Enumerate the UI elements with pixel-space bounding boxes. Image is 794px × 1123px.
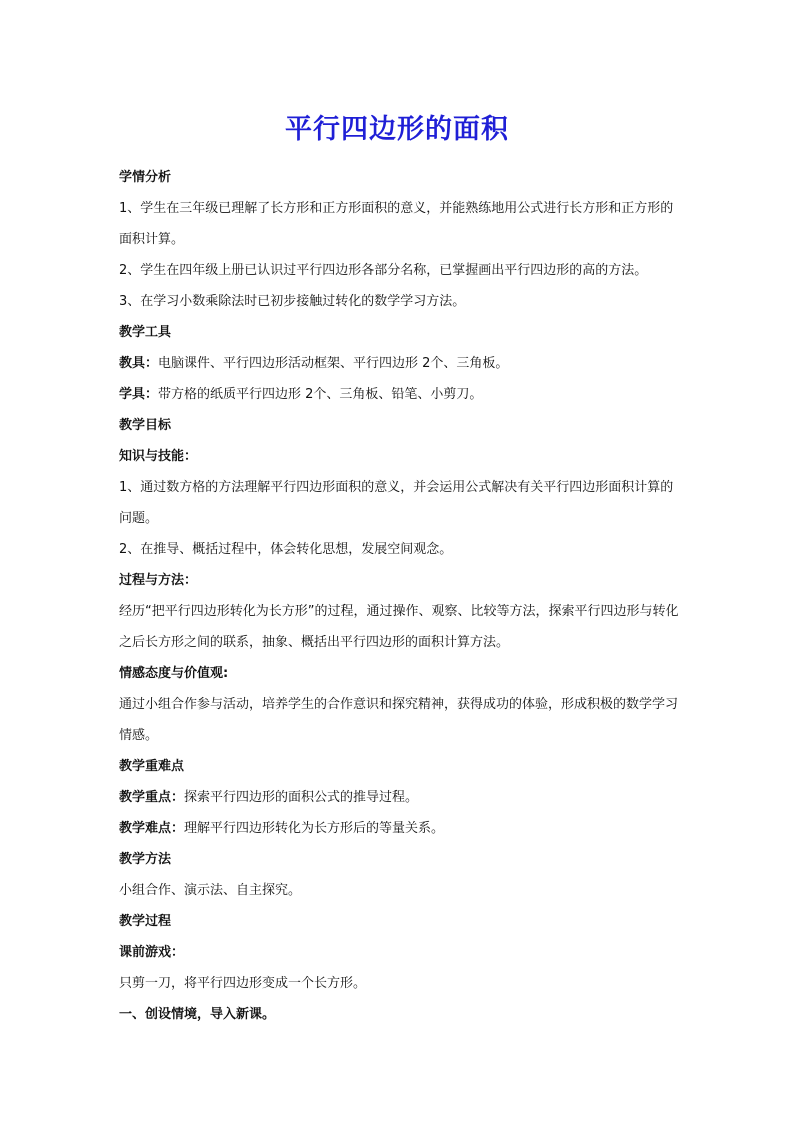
subheading-pre-class-game: 课前游戏：	[119, 945, 185, 960]
text-student-tools: 带方格的纸质平行四边形 2个、三角板、铅笔、小剪刀。	[158, 387, 483, 402]
section-heading-analysis: 学情分析	[119, 170, 172, 185]
section-heading-goals: 教学目标	[119, 418, 172, 433]
label-student-tools: 学具：	[119, 387, 159, 402]
label-teacher-tools: 教具：	[119, 356, 159, 371]
paragraph-process: 经历“把平行四边形转化为长方形”的过程，通过操作、观察、比较等方法，探索平行四边形与转化之后长方形之间的联系，抽象、概括出平行四边形的面积计算方法。	[119, 604, 679, 650]
paragraph-attitude: 通过小组合作参与活动，培养学生的合作意识和探究精神，获得成功的体验，形成积极的数学学习情感。	[119, 697, 679, 743]
text-key-point: 探索平行四边形的面积公式的推导过程。	[184, 790, 419, 805]
paragraph-difficult-point	[119, 813, 679, 844]
text-teacher-tools: 电脑课件、平行四边形活动框架、平行四边形 2个、三角板。	[158, 356, 509, 371]
paragraph-methods: 小组合作、演示法、自主探究。	[119, 883, 302, 898]
text-difficult-point: 理解平行四边形转化为长方形后的等量关系。	[184, 821, 445, 836]
label-key-point: 教学重点：	[119, 790, 185, 805]
paragraph-goal-1: 1、通过数方格的方法理解平行四边形面积的意义，并会运用公式解决有关平行四边形面积计算的问题。	[119, 480, 674, 526]
document-title: 平行四边形的面积	[285, 114, 509, 145]
paragraph-teacher-tools	[119, 348, 679, 379]
paragraph-student-tools	[119, 379, 679, 410]
paragraph-analysis-2: 2、学生在四年级上册已认识过平行四边形各部分名称，已掌握画出平行四边形的高的方法。	[119, 263, 648, 278]
subheading-process-methods: 过程与方法：	[119, 573, 198, 588]
subheading-knowledge-skills: 知识与技能：	[119, 449, 198, 464]
section-heading-key-points: 教学重难点	[119, 759, 185, 774]
section-heading-tools: 教学工具	[119, 325, 172, 340]
document-body	[119, 162, 679, 1030]
paragraph-goal-2: 2、在推导、概括过程中，体会转化思想，发展空间观念。	[119, 542, 453, 557]
paragraph-analysis-3: 3、在学习小数乘除法时已初步接触过转化的数学学习方法。	[119, 294, 466, 309]
paragraph-analysis-1: 1、学生在三年级已理解了长方形和正方形面积的意义，并能熟练地用公式进行长方形和正方形的面积计算。	[119, 201, 674, 247]
paragraph-game: 只剪一刀，将平行四边形变成一个长方形。	[119, 976, 367, 991]
label-difficult-point: 教学难点：	[119, 821, 185, 836]
section-heading-process: 教学过程	[119, 914, 172, 929]
paragraph-key-point	[119, 782, 679, 813]
subheading-step-1: 一、创设情境，导入新课。	[119, 1007, 276, 1022]
subheading-attitude-values: 情感态度与价值观:	[119, 666, 229, 681]
section-heading-methods: 教学方法	[119, 852, 172, 867]
